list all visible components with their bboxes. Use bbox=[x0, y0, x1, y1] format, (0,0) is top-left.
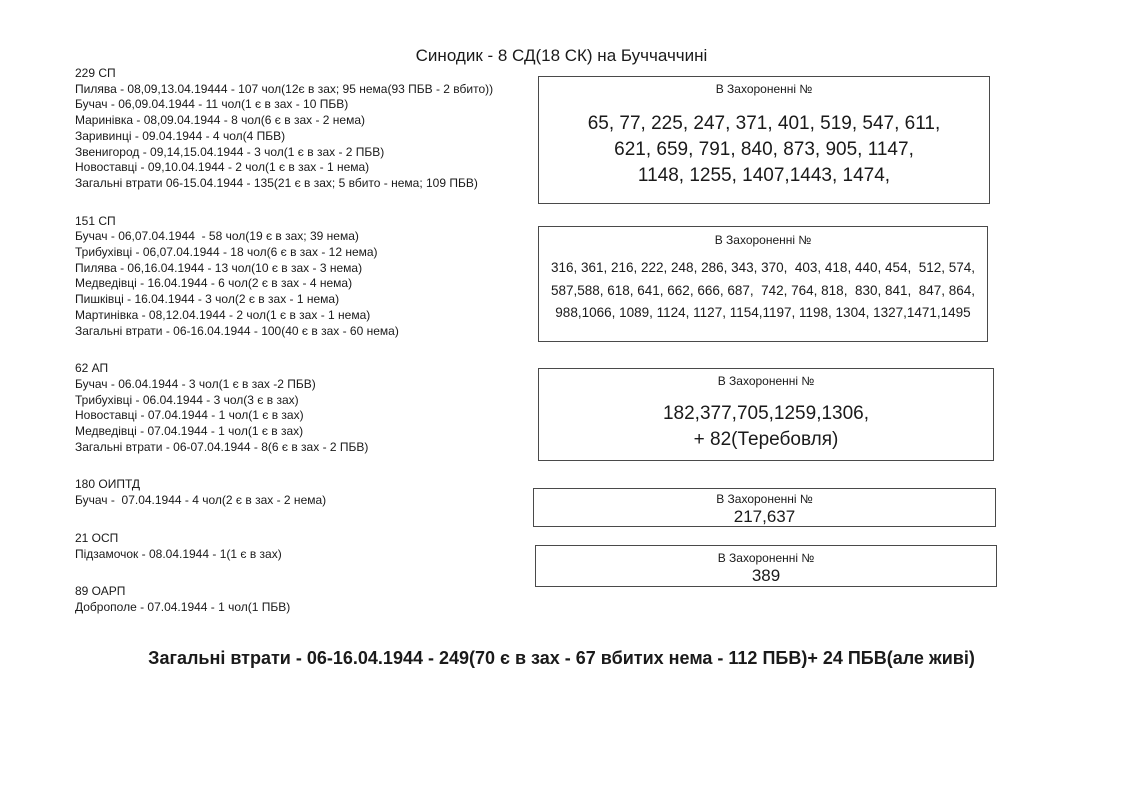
burial-numbers bbox=[536, 566, 996, 586]
burial-numbers bbox=[539, 257, 987, 325]
casualty-line: Бучач - 06.04.1944 - 3 чол(1 є в зах -2 ПБВ) bbox=[75, 376, 316, 391]
burial-numbers-line: 182,377,705,1259,1306, bbox=[662, 403, 870, 424]
unit-section-180oiptd bbox=[75, 477, 550, 508]
casualty-line: Бучач - 06,07.04.1944 - 58 чол(19 є в зах; 39 нема) bbox=[75, 229, 359, 244]
burial-box-header: В Захороненні № bbox=[716, 492, 813, 506]
document-title: Синодик - 8 СД(18 СК) на Буччаччині bbox=[415, 46, 708, 65]
burial-numbers bbox=[534, 507, 995, 527]
casualty-line: Пишківці - 16.04.1944 - 3 чол(2 є в зах - 1 нема) bbox=[75, 292, 340, 307]
unit-section-62ap bbox=[75, 361, 550, 455]
burial-box-header: В Захороненні № bbox=[717, 374, 815, 388]
casualty-line: Новоставці - 07.04.1944 - 1 чол(1 є в зах) bbox=[75, 408, 304, 423]
burial-box-header: В Захороненні № bbox=[717, 551, 815, 565]
burial-numbers-line: 217,637 bbox=[733, 507, 796, 526]
burial-numbers bbox=[539, 401, 993, 453]
unit-name: 62 АП bbox=[75, 361, 109, 376]
casualty-line: Медведівці - 16.04.1944 - 6 чол(2 є в зах - 4 нема) bbox=[75, 276, 353, 291]
burial-numbers-line: 65, 77, 225, 247, 371, 401, 519, 547, 611, bbox=[587, 113, 941, 134]
casualty-line: Підзамочок - 08.04.1944 - 1(1 є в зах) bbox=[75, 546, 282, 561]
casualty-line: Медведівці - 07.04.1944 - 1 чол(1 є в зах) bbox=[75, 424, 304, 439]
burial-numbers-line: 621, 659, 791, 840, 873, 905, 1147, bbox=[614, 139, 914, 160]
casualty-line: Бучач - 06,09.04.1944 - 11 чол(1 є в зах - 10 ПБВ) bbox=[75, 97, 349, 112]
burial-box-header: В Захороненні № bbox=[715, 82, 813, 96]
casualty-line: Пилява - 08,09,13.04.19444 - 107 чол(12є в зах; 95 нема(93 ПБВ - 2 вбито)) bbox=[75, 81, 494, 96]
burial-numbers bbox=[539, 111, 989, 189]
burial-box-180oiptd bbox=[533, 488, 996, 527]
burial-box-62ap bbox=[538, 368, 994, 461]
burial-box-151sp bbox=[538, 226, 988, 342]
unit-section-151sp bbox=[75, 214, 550, 340]
casualty-line: Загальні втрати - 06-07.04.1944 - 8(6 є в зах - 2 ПБВ) bbox=[75, 439, 369, 454]
unit-section-21osp bbox=[75, 531, 550, 562]
casualty-line: Трибухівці - 06.04.1944 - 3 чол(3 є в зах) bbox=[75, 392, 299, 407]
unit-name: 180 ОИПТД bbox=[75, 477, 140, 492]
casualty-line: Загальні втрати 06-15.04.1944 - 135(21 є в зах; 5 вбито - нема; 109 ПБВ) bbox=[75, 175, 478, 190]
units-column bbox=[75, 66, 550, 638]
casualty-line: Новоставці - 09,10.04.1944 - 2 чол(1 є в зах - 1 нема) bbox=[75, 160, 370, 175]
casualty-line: Загальні втрати - 06-16.04.1944 - 100(40 є в зах - 60 нема) bbox=[75, 323, 399, 338]
burial-numbers-line: + 82(Теребовля) bbox=[693, 429, 839, 450]
burial-numbers-line: 1148, 1255, 1407,1443, 1474, bbox=[637, 165, 891, 186]
burial-box-21osp bbox=[535, 545, 997, 587]
burial-box-229sp bbox=[538, 76, 990, 204]
casualty-line: Доброполе - 07.04.1944 - 1 чол(1 ПБВ) bbox=[75, 599, 291, 614]
unit-name: 151 СП bbox=[75, 213, 116, 228]
burial-numbers-line: 988,1066, 1089, 1124, 1127, 1154,1197, 1198, 1304, 1327,1471,1495 bbox=[555, 305, 971, 320]
casualty-line: Мартинівка - 08,12.04.1944 - 2 чол(1 є в зах - 1 нема) bbox=[75, 307, 371, 322]
casualty-line: Трибухівці - 06,07.04.1944 - 18 чол(6 є в зах - 12 нема) bbox=[75, 245, 378, 260]
unit-section-229sp bbox=[75, 66, 550, 192]
casualty-line: Заривинці - 09.04.1944 - 4 чол(4 ПБВ) bbox=[75, 128, 286, 143]
burial-box-header: В Захороненні № bbox=[714, 233, 812, 247]
burial-numbers-line: 587,588, 618, 641, 662, 666, 687, 742, 764, 818, 830, 841, 847, 864, bbox=[550, 282, 976, 298]
casualty-line: Звенигород - 09,14,15.04.1944 - 3 чол(1 є в зах - 2 ПБВ) bbox=[75, 144, 385, 159]
unit-section-89oarp bbox=[75, 584, 550, 615]
casualty-line: Бучач - 07.04.1944 - 4 чол(2 є в зах - 2 нема) bbox=[75, 493, 327, 508]
casualty-line: Пилява - 06,16.04.1944 - 13 чол(10 є в зах - 3 нема) bbox=[75, 260, 363, 275]
casualty-line: Маринівка - 08,09.04.1944 - 8 чол(6 є в зах - 2 нема) bbox=[75, 113, 366, 128]
unit-name: 89 ОАРП bbox=[75, 584, 126, 599]
unit-name: 229 СП bbox=[75, 66, 116, 80]
total-losses-line: Загальні втрати - 06-16.04.1944 - 249(70 є в зах - 67 вбитих нема - 112 ПБВ)+ 24 ПБВ(але живі) bbox=[148, 648, 975, 668]
burial-numbers-line: 316, 361, 216, 222, 248, 286, 343, 370, 403, 418, 440, 454, 512, 574, bbox=[550, 260, 976, 275]
burial-numbers-line: 389 bbox=[751, 566, 781, 585]
unit-name: 21 ОСП bbox=[75, 530, 119, 545]
